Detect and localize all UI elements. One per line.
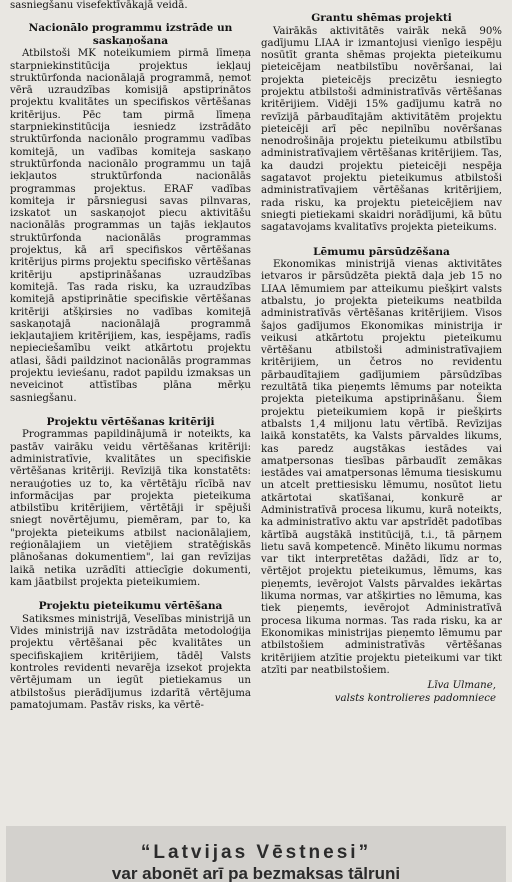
section-heading-evaluation-criteria: Projektu vērtēšanas kritēriji (46, 415, 215, 428)
section-heading-appeals: Lēmumu pārsūdzēšana (313, 245, 450, 258)
author-name: Līva Ulmane, (427, 680, 496, 692)
section-text-appeals: Ekonomikas ministrijā vienas aktivitātes ietvaros ir pārsūdzēta piektā daļa jeb 15 no LIAA lēmumiem par atteikumu piešķirt valsts atbalstu, jo projekta pieteikums neatbilda administratīvās vērtēšanas kritērijiem. Visos šajos gadījumos Ekonomikas ministrija ir veikusi atkārtotu projektu pieteikumu vērtēšanu atbilstoši administratīvajiem kritērijiem, un četros no revidentu pārbaudītajiem gadījumiem pārsūdzības rezultātā tika pieņemts lēmums par noteikta projekta pieteikuma apstiprināšanu. Šiem projektu pieteikumiem kopā ir piešķirts atbalsts 1,4 miljonu latu vērtībā. Revīzijas laikā konstatēts, ka Valsts pārvaldes likums, kas paredz augstākas iestādes vai amatpersonas tiesības pārbaudīt zemākas iestādes vai amatpersonas lēmuma tiesiskumu un atcelt prettiesisku lēmumu, nosūtot lietu atkārtotai skatīšanai, konkurē ar Administratīvā procesa likumu, kurā noteikts, ka administratīvo aktu var apstrīdēt padotības kārtībā augstākā institūcijā, t.i., tā pārņem lietu savā kompetencē. Minēto likumu normas var tikt interpretētas dažādi, līdz ar to, vērtējot projektu pieteikumus, lēmums, kas pieņemts, ievērojot Valsts pārvaldes iekārtas likuma normas, var atšķirties no lēmuma, kas tiek pieņemts, ievērojot Administratīvā procesa likuma normas. Tas rada risku, ka ar Ekonomikas ministrijas pieņemto lēmumu par atbilstošiem administratīvās vērtēšanas kritērijiem atzītie projektu pieteikumi var tikt atzīti par neatbilstošiem. (261, 259, 502, 676)
banner-subscribe-text: var abonēt arī pa bezmaksas tālruni (111, 864, 401, 882)
subscription-banner (6, 826, 506, 882)
intro-line: sasniegšanu visefektīvākajā veidā. (10, 0, 188, 11)
section-text-national-programmes: Atbilstoši MK noteikumiem pirmā līmeņa starpniekinstitūcija projektus iekļauj struktūrfonda nacionālajā programmā, ņemot vērā uzraudzības komisijā apstiprinātos projektu kvalitātes un specifiskos vērtēšanas kritērijus. Pēc tam pirmā līmeņa starpniekinstitūcija iesniedz izstrādāto struktūrfonda nacionālo programmu vadības komitejā, un vadības komiteja saskaņo struktūrfonda nacionālo programmu un tajā iekļautos struktūrfonda nacionālās programmas projektus. ERAF vadības komiteja ir pārsniegusi savas pilnvaras, izskatot un saskaņojot piecu aktivitāšu nacionālās programmas un tajās iekļautos struktūrfonda nacionālās programmas projektus, kā arī specifiskos vērtēšanas kritērijus pirms projektu specifisko vērtēšanas kritēriju apstiprināšanas uzraudzības komitejā. Tas rada risku, ka uzraudzības komitejā apstiprinātie specifiskie vērtēšanas kritēriji atšķirsies no vadības komitejā saskaņotajā nacionālajā programmā iekļautajiem kritērijiem, kas, iespējams, radīs nepieciešamību veikt atkārtotu projektu atlasi, šādi paildzinot nacionālās programmas projektu ievieśanu, radot papildu izmaksas un neveicinot attīstības plāna mērķu sasniegšanu. (10, 48, 251, 404)
author-title: valsts kontrolieres padomniece (334, 692, 496, 704)
section-heading-national-programmes: Nacionālo programmu izstrāde un saskaņošana (28, 22, 233, 47)
section-text-evaluation-criteria: Programmas papildinājumā ir noteikts, ka pastāv vairāku veidu vērtēšanas kritēriji: administratīvie, kvalitātes un specifiskie vērtēšanas kritēriji. Revīzijā tika konstatēts: nerauģoties uz to, ka vērtētāju rīcībā nav informācijas par projekta pieteikuma atbilstību kritērijiem, vērtētāji ir spējuši sniegt novērtējumu, piemēram, par to, ka "projekta pieteikums atbilst nacionālajiem, reģionālajiem un vietējiem stratēģiskās plānošanas dokumentiem", lai gan revīzijas laikā netika uzrādīti attiecīgie dokumenti, kam jāatbilst projekta pieteikumiem. (10, 429, 251, 588)
author-signature (261, 680, 496, 705)
left-column (10, 0, 251, 812)
section-text-grant-schemes: Vairākās aktivitātēs vairāk nekā 90% gadījumu LIAA ir izmantojusi vienīgo iespēju nosūtīt granta shēmas projekta pieteikumu pieteicējam neatbilstību novēršanai, lai projekta pieteicējs precizētu iesniegto projektu atbilstoši administratīvās vērtēšanas kritērijiem. Vidēji 15% gadījumu katrā no revīzijā pārbaudītajām aktivitātēm projektu pieteicēji arī pēc nepilnību novēršanas nenodrošināja projektu pieteikumu atbilstību administratīvajiem vērtēšanas kritērijiem. Tas, ka daudzi projektu pieteicēji nespēja sagatavot projektu pieteikumus atbilstoši administratīvajiem vērtēšanas kritērijiem, rada risku, ka projektu pieteicējiem nav sniegti pietiekami skaidri norādījumi, kā būtu sagatavojams kvalitatīvs projekta pieteikums. (261, 25, 502, 234)
right-column (261, 0, 502, 812)
section-text-application-evaluation: Satiksmes ministrijā, Veselības ministrijā un Vides ministrijā nav izstrādāta metodoloģija projektu vērtēšanai pēc kvalitātes un specifiskajiem kritērijiem, tādēļ Valsts kontroles revidenti nevarēja izsekot projekta vērtējumam un iegūt pietiekamus un atbilstošus pierādījumus izdarītā vērtējuma pamatojumam. Pastāv risks, ka vērtē- (10, 613, 251, 711)
banner-newspaper-name: “Latvijas Vēstnesi” (140, 842, 372, 863)
section-heading-grant-schemes: Grantu shēmas projekti (311, 12, 452, 24)
article-columns (10, 0, 502, 812)
section-heading-application-evaluation: Projektu pieteikumu vērtēšana (38, 600, 223, 613)
